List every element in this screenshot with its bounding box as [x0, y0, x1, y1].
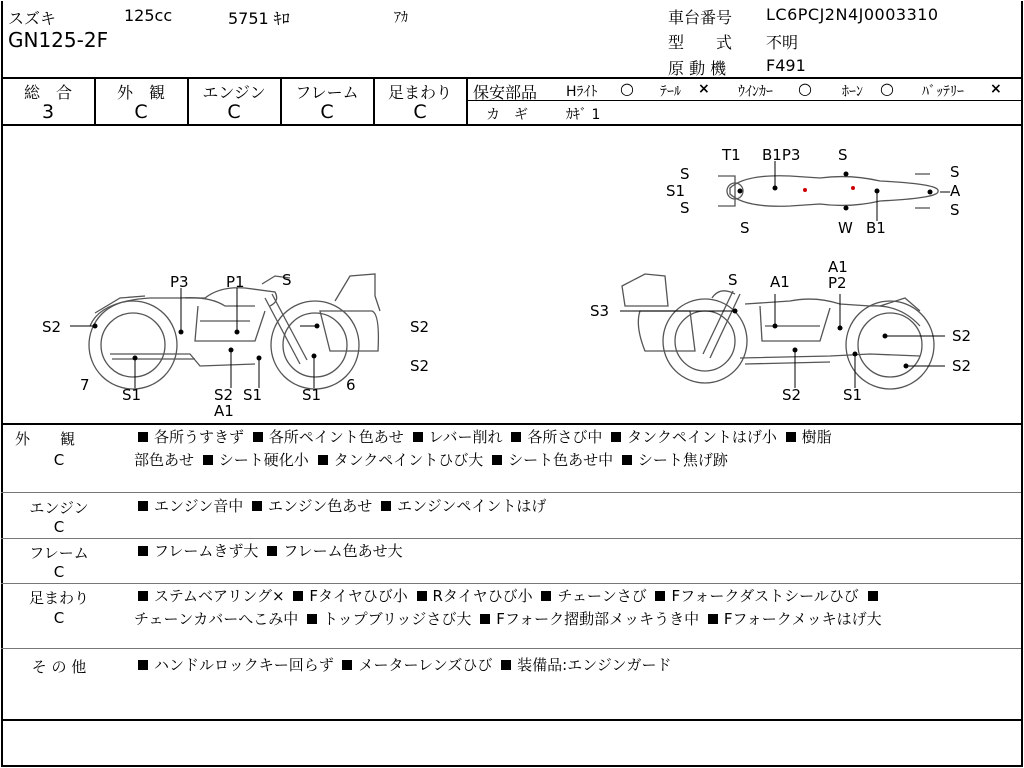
safety-winker-label: ｳｲﾝｶｰ	[738, 84, 773, 100]
bullet-icon	[708, 614, 718, 624]
finding: トップブリッジさび大	[323, 610, 472, 628]
grade-exterior-value: C	[134, 101, 148, 123]
bullet-icon	[138, 501, 148, 511]
grade-engine-label: エンジン	[202, 83, 266, 102]
top-view-labels	[666, 146, 961, 237]
finding: シート硬化小	[218, 451, 309, 469]
bike-right-side-drawing	[622, 274, 934, 389]
detail-line	[134, 585, 1018, 608]
label-S: S	[950, 201, 960, 219]
label-S1: S1	[843, 386, 863, 404]
mileage: 5751 ｷﾛ	[228, 9, 290, 28]
label-A: A	[950, 182, 961, 200]
bullet-icon	[138, 432, 148, 442]
label-S: S	[950, 163, 960, 181]
label-W: W	[838, 219, 853, 237]
label-S2: S2	[952, 357, 972, 375]
rule	[1, 583, 1021, 584]
detail-engine-grade: C	[53, 518, 65, 536]
safety-horn-label: ﾎｰﾝ	[842, 84, 863, 100]
detail-exterior-label: 外 観	[14, 430, 75, 448]
bullet-icon	[138, 591, 148, 601]
bullet-icon	[417, 591, 427, 601]
detail-suspension-grade: C	[53, 609, 65, 627]
finding: レバー削れ	[428, 428, 503, 446]
bullet-icon	[786, 432, 796, 442]
finding: メーターレンズひび	[358, 656, 493, 674]
safety-battery-label: ﾊﾞｯﾃﾘｰ	[922, 84, 964, 100]
label-S2: S2	[782, 386, 802, 404]
bullet-icon	[480, 614, 490, 624]
divider	[466, 78, 468, 125]
bullet-icon	[868, 591, 878, 601]
bullet-icon	[293, 591, 303, 601]
safety-label: 保安部品	[473, 83, 538, 102]
label-S2: S2	[410, 357, 430, 375]
grade-engine-value: C	[227, 101, 241, 123]
damage-marks-red	[803, 186, 855, 192]
safety-winker-mark: ○	[798, 79, 812, 98]
label-A1: A1	[214, 402, 234, 420]
finding: シート色あせ中	[508, 451, 614, 469]
label-A1: A1	[828, 258, 848, 276]
grade-total-value: 3	[41, 101, 55, 123]
bullet-icon	[138, 546, 148, 556]
key-value: ｶｷﾞ 1	[566, 107, 601, 123]
rule	[1, 492, 1021, 493]
bullet-icon	[267, 546, 277, 556]
label-B1: B1	[866, 219, 886, 237]
type-label: 型 式	[668, 33, 733, 52]
maker: スズキ	[8, 9, 57, 28]
label-S2: S2	[410, 318, 430, 336]
label-S: S	[282, 271, 292, 289]
rule	[1, 423, 1021, 425]
finding: Rタイヤひび小	[432, 587, 533, 605]
bullet-icon	[203, 455, 213, 465]
finding: タンクペイントひび大	[333, 451, 484, 469]
finding: 樹脂	[801, 428, 832, 446]
bullet-icon	[622, 455, 632, 465]
finding: Fフォークメッキはげ大	[723, 610, 882, 628]
finding: ハンドルロックキー回らず	[154, 656, 334, 674]
grade-frame-value: C	[320, 101, 334, 123]
label-S2: S2	[952, 327, 972, 345]
detail-other-label: そ の 他	[31, 658, 87, 676]
finding: 装備品:エンジンガード	[517, 656, 672, 674]
model-name: GN125-2F	[8, 28, 109, 52]
label-S1: S1	[302, 386, 322, 404]
label-S: S	[838, 146, 848, 164]
grade-exterior-label: 外 観	[116, 83, 165, 102]
bullet-icon	[138, 660, 148, 670]
detail-engine-text	[134, 495, 1018, 518]
bullet-icon	[511, 432, 521, 442]
color: ｱｶ	[394, 10, 408, 26]
bullet-icon	[307, 614, 317, 624]
bullet-icon	[611, 432, 621, 442]
safety-tail-mark: ×	[698, 81, 710, 97]
detail-frame-grade: C	[53, 563, 65, 581]
label-T1: T1	[722, 146, 741, 164]
grade-suspension-value: C	[413, 101, 427, 123]
detail-engine-label: エンジン	[29, 499, 89, 517]
detail-suspension-text	[134, 585, 1018, 631]
detail-exterior-text	[134, 426, 1018, 472]
finding: チェーンカバーへこみ中	[134, 610, 299, 628]
finding: 部色あせ	[134, 451, 195, 469]
label-S1: S1	[122, 386, 142, 404]
displacement: 125cc	[124, 6, 173, 25]
finding: ステムベアリング×	[154, 587, 285, 605]
bullet-icon	[318, 455, 328, 465]
label-A1: A1	[770, 273, 790, 291]
label-S1: S1	[666, 182, 686, 200]
label-P2: P2	[828, 274, 847, 292]
safety-tail-label: ﾃｰﾙ	[660, 84, 681, 100]
label-S: S	[740, 219, 750, 237]
engine-label: 原 動 機	[668, 59, 727, 78]
finding: シート焦げ跡	[637, 451, 728, 469]
bullet-icon	[381, 501, 391, 511]
left-view-labels	[42, 271, 429, 420]
frame-no-label: 車台番号	[668, 8, 733, 27]
bullet-icon	[655, 591, 665, 601]
label-S: S	[680, 165, 690, 183]
finding: 各所うすきず	[154, 428, 245, 446]
finding: Fタイヤひび小	[309, 587, 408, 605]
label-P3: P3	[170, 273, 189, 291]
finding: エンジン色あせ	[268, 497, 373, 515]
label-S: S	[680, 199, 690, 217]
marker-dots	[93, 172, 933, 369]
bullet-icon	[252, 501, 262, 511]
bullet-icon	[413, 432, 423, 442]
finding: チェーンさび	[557, 587, 647, 605]
finding: フレーム色あせ大	[283, 542, 403, 560]
finding: Fフォーク摺動部メッキうき中	[496, 610, 700, 628]
grade-suspension-label: 足まわり	[387, 83, 452, 102]
label-7: 7	[80, 376, 90, 394]
bullet-icon	[492, 455, 502, 465]
grade-frame-label: フレーム	[295, 83, 359, 102]
rule	[1, 648, 1021, 649]
leader-lines	[70, 161, 950, 388]
label-S2: S2	[214, 386, 234, 404]
engine-value: F491	[766, 56, 806, 75]
detail-frame-text	[134, 540, 1018, 563]
rule	[1, 719, 1021, 721]
bullet-icon	[253, 432, 263, 442]
bike-left-side-drawing	[89, 274, 380, 389]
label-S1: S1	[243, 386, 263, 404]
detail-line	[134, 426, 1018, 449]
safety-horn-mark: ○	[880, 79, 894, 98]
finding: 各所ペイント色あせ	[268, 428, 404, 446]
finding: タンクペイントはげ小	[627, 428, 777, 446]
detail-other-text	[134, 654, 1018, 677]
label-P1: P1	[226, 273, 245, 291]
detail-exterior-grade: C	[53, 451, 65, 469]
bullet-icon	[501, 660, 511, 670]
finding: エンジン音中	[154, 497, 244, 515]
safety-headlight-label: Hﾗｲﾄ	[566, 84, 598, 100]
bike-top-view-drawing	[718, 174, 938, 208]
rule	[1, 77, 1021, 79]
rule	[1, 538, 1021, 539]
label-6: 6	[346, 376, 356, 394]
label-S2: S2	[42, 318, 62, 336]
detail-suspension-label: 足まわり	[28, 589, 89, 607]
finding: Fフォークダストシールひび	[671, 587, 859, 605]
bullet-icon	[541, 591, 551, 601]
safety-headlight-mark: ○	[620, 79, 634, 98]
label-S3: S3	[590, 302, 610, 320]
type-value: 不明	[766, 33, 799, 52]
grade-total-label: 総 合	[23, 83, 72, 102]
detail-frame-label: フレーム	[29, 544, 89, 562]
bullet-icon	[342, 660, 352, 670]
safety-battery-mark: ×	[990, 81, 1002, 97]
label-S: S	[728, 271, 738, 289]
finding: 各所さび中	[527, 428, 603, 446]
frame-no: LC6PCJ2N4J0003310	[766, 5, 939, 24]
label-B1P3: B1P3	[762, 146, 801, 164]
finding: フレームきず大	[154, 542, 259, 560]
key-label: カ ギ	[486, 107, 528, 123]
detail-line	[134, 449, 1018, 472]
finding: エンジンペイントはげ	[397, 497, 547, 515]
detail-line	[134, 608, 1018, 631]
damage-diagram	[0, 126, 1020, 422]
